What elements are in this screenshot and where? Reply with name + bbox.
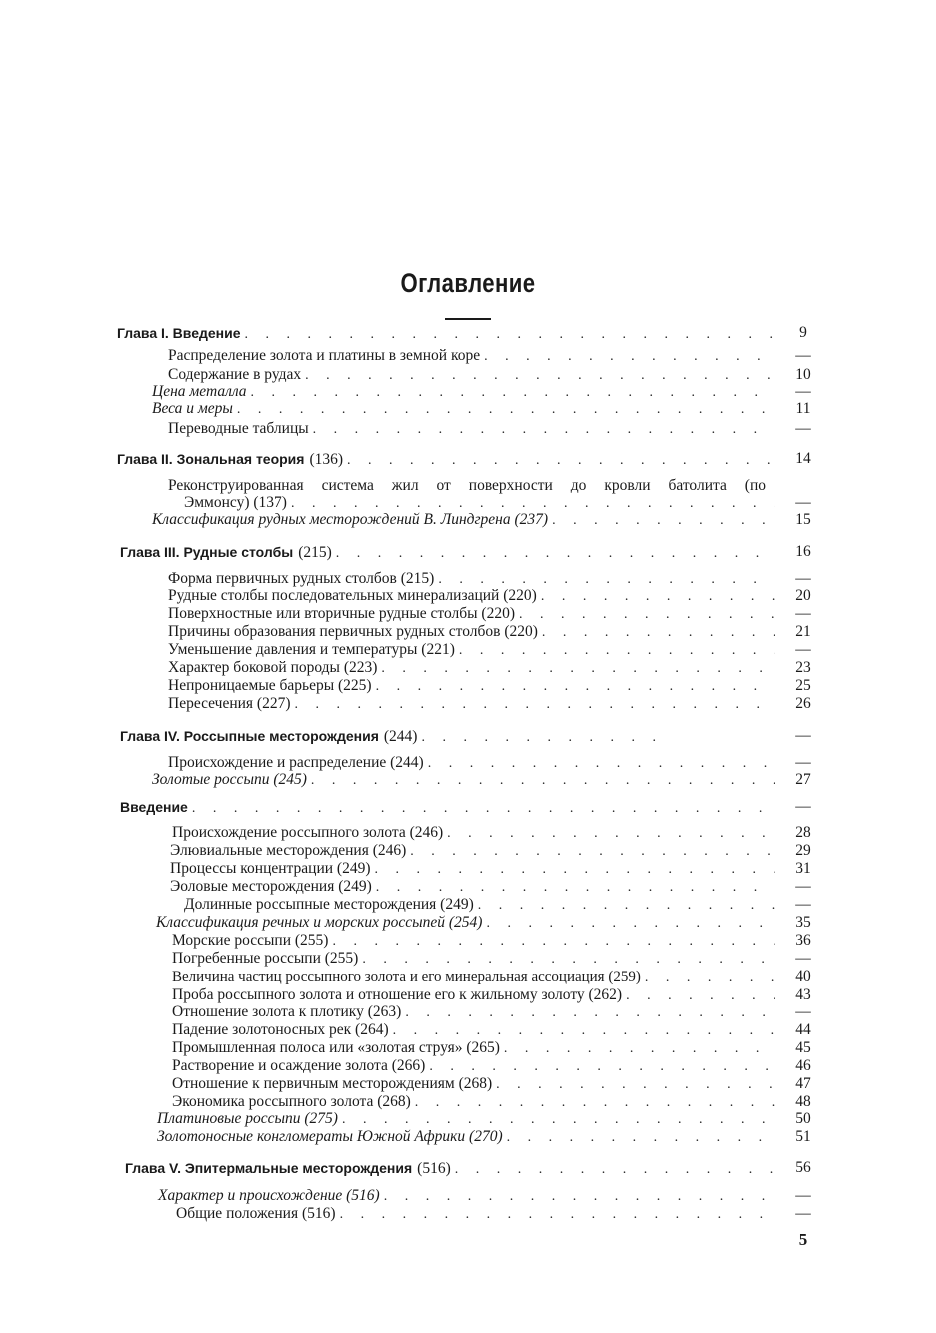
toc-entry-page: 26 — [795, 695, 811, 712]
toc-entry — [170, 860, 779, 878]
toc-entry-chapter-5 — [125, 1159, 779, 1177]
leader-dots — [410, 843, 775, 861]
toc-entry-ref: (136) — [309, 451, 344, 468]
toc-entry-page: 9 — [799, 324, 807, 341]
toc-entry — [172, 950, 779, 968]
toc-entry-page: — — [795, 420, 811, 437]
toc-entry — [168, 659, 779, 677]
toc-entry-label: Классификация рудных месторождений В. Линдгрена (237) — [152, 511, 549, 528]
toc-entry-label: Глава IV. Россыпные месторождения — [120, 728, 379, 744]
toc-entry — [156, 914, 779, 932]
toc-entry — [172, 1093, 779, 1111]
toc-entry-label: Падение золотоносных рек (264) — [172, 1021, 389, 1038]
toc-entry — [168, 587, 779, 605]
toc-entry-label: Золотые россыпи (245) — [152, 771, 307, 788]
toc-entry-label: Уменьшение давления и температуры (221) — [168, 641, 455, 658]
leader-dots — [519, 606, 775, 624]
toc-entry-label: Рудные столбы последовательных минерализаций (220) — [168, 587, 537, 604]
toc-entry-label: Переводные таблицы — [168, 420, 309, 437]
toc-entry-label: Общие положения (516) — [176, 1205, 336, 1222]
leader-dots — [393, 1022, 775, 1040]
leader-dots — [295, 696, 776, 714]
toc-entry-page: 47 — [795, 1075, 811, 1092]
toc-entry — [168, 677, 779, 695]
toc-entry-page: 40 — [795, 968, 811, 985]
toc-entry-label: Происхождение россыпного золота (246) — [172, 824, 444, 841]
toc-entry-section-introduction — [120, 798, 779, 816]
toc-entry — [168, 641, 779, 659]
toc-entry — [157, 1128, 779, 1146]
leader-dots — [313, 421, 775, 439]
leader-dots — [340, 1206, 775, 1224]
toc-entry-page: — — [795, 727, 811, 744]
toc-entry-page: 45 — [795, 1039, 811, 1056]
toc-entry-page: — — [795, 641, 811, 658]
toc-entry-label: Происхождение и распределение (244) — [168, 754, 424, 771]
toc-entry-page: — — [795, 798, 811, 815]
toc-entry-label: Эммонсу) (137) — [184, 494, 287, 511]
toc-entry-page: 14 — [795, 450, 811, 467]
toc-entry-page: 11 — [795, 400, 811, 417]
toc-entry-label: Величина частиц россыпного золота и его минеральная ассоциация (259) — [172, 969, 641, 985]
toc-entry — [168, 695, 779, 713]
toc-entry-label: Эоловые месторождения (249) — [170, 878, 372, 895]
toc-entry-page: 10 — [795, 366, 811, 383]
toc-entry — [172, 1039, 779, 1057]
toc-entry-label: Экономика россыпного золота (268) — [172, 1093, 411, 1110]
toc-entry — [170, 878, 779, 896]
toc-entry-page: — — [795, 383, 811, 400]
leader-dots — [336, 545, 775, 563]
toc-entry-chapter-1 — [117, 324, 779, 342]
leader-dots — [421, 729, 656, 747]
leader-dots — [455, 1161, 775, 1179]
toc-entry-label: Классификация речных и морских россыпей (254) — [156, 914, 483, 931]
toc-entry-page: — — [795, 878, 811, 895]
toc-entry-page: 51 — [795, 1128, 811, 1145]
toc-entry — [176, 1205, 779, 1223]
toc-entry-label: Глава V. Эпитермальные месторождения — [125, 1160, 413, 1176]
leader-dots — [192, 800, 775, 818]
toc-entry-page: 16 — [795, 543, 811, 560]
toc-entry-label: Проба россыпного золота и отношение его к жильному золоту (262) — [172, 986, 623, 1003]
toc-entry-label: Содержание в рудах — [168, 366, 302, 383]
toc-entry-label: Непроницаемые барьеры (225) — [168, 677, 372, 694]
toc-entry-page: 46 — [795, 1057, 811, 1074]
toc-entry-page: 56 — [795, 1159, 811, 1176]
toc-entry-label: Морские россыпи (255) — [172, 932, 329, 949]
toc-entry-page: — — [795, 605, 811, 622]
toc-entry-page: — — [795, 1205, 811, 1222]
leader-dots — [504, 1040, 775, 1058]
toc-entry-label: Золотоносные конгломераты Южной Африки (270) — [157, 1128, 503, 1145]
leader-dots — [405, 1004, 775, 1022]
toc-entry-label: Поверхностные или вторичные рудные столбы (220) — [168, 605, 516, 622]
toc-entry-label: Форма первичных рудных столбов (215) — [168, 570, 435, 587]
toc-entry — [172, 1021, 779, 1039]
toc-entry-chapter-4 — [120, 727, 660, 745]
toc-entry-page: 21 — [795, 623, 811, 640]
toc-entry — [172, 968, 779, 986]
toc-entry-page: 48 — [795, 1093, 811, 1110]
toc-entry — [172, 986, 779, 1004]
toc-entry-page: — — [795, 1003, 811, 1020]
leader-dots — [447, 825, 775, 843]
toc-entry-page: 28 — [795, 824, 811, 841]
toc-entry-label: Долинные россыпные месторождения (249) — [184, 896, 474, 913]
leader-dots — [311, 772, 775, 790]
toc-entry — [168, 570, 779, 588]
toc-entry-page: — — [795, 896, 811, 913]
toc-entry-label: Промышленная полоса или «золотая струя» (265) — [172, 1039, 500, 1056]
title-rule — [445, 318, 491, 320]
toc-entry-label: Глава III. Рудные столбы — [120, 544, 294, 560]
toc-entry — [172, 932, 779, 950]
leader-dots — [245, 326, 775, 344]
toc-entry-page: — — [795, 347, 811, 364]
toc-entry-label: Погребенные россыпи (255) — [172, 950, 359, 967]
leader-dots — [552, 512, 775, 530]
leader-dots — [478, 897, 775, 915]
leader-dots — [459, 642, 775, 660]
toc-entry-page: — — [795, 950, 811, 967]
toc-entry-label: Глава II. Зональная теория — [117, 451, 305, 467]
toc-entry — [168, 420, 779, 438]
toc-entry-label: Характер боковой породы (223) — [168, 659, 378, 676]
toc-entry-page: 35 — [795, 914, 811, 931]
toc-entry — [170, 842, 779, 860]
leader-dots — [429, 1058, 775, 1076]
leader-dots — [484, 348, 775, 366]
toc-entry-label: Причины образования первичных рудных столбов (220) — [168, 623, 538, 640]
toc-entry-page: — — [795, 1187, 811, 1204]
toc-entry — [152, 400, 779, 418]
toc-entry-label: Введение — [120, 799, 188, 815]
leader-dots — [375, 861, 776, 879]
leader-dots — [362, 951, 775, 969]
toc-entry-chapter-2 — [117, 450, 779, 468]
toc-entry-chapter-3 — [120, 543, 779, 561]
page-title: Оглавление — [400, 268, 536, 298]
toc-entry-ref: (215) — [298, 544, 332, 561]
leader-dots — [645, 969, 775, 987]
toc-entry — [184, 494, 779, 512]
toc-entry-label: Характер и происхождение (516) — [158, 1187, 380, 1204]
toc-entry-page: 23 — [795, 659, 811, 676]
toc-entry-label: Отношение золота к плотику (263) — [172, 1003, 402, 1020]
page-number: 5 — [798, 1230, 808, 1249]
toc-entry-page: 43 — [795, 986, 811, 1003]
toc-entry — [168, 605, 779, 623]
toc-entry-page: — — [795, 494, 811, 511]
leader-dots — [332, 933, 775, 951]
toc-entry — [168, 623, 779, 641]
toc-entry-page: — — [795, 754, 811, 771]
toc-entry-label: Пересечения (227) — [168, 695, 291, 712]
toc-entry-page: 20 — [795, 587, 811, 604]
leader-dots — [486, 915, 775, 933]
leader-dots — [542, 624, 775, 642]
leader-dots — [541, 588, 775, 606]
toc-entry — [184, 896, 779, 914]
toc-entry — [152, 511, 779, 529]
toc-entry — [152, 383, 779, 401]
leader-dots — [381, 660, 775, 678]
toc-entry — [172, 824, 779, 842]
toc-entry — [152, 771, 779, 789]
leader-dots — [347, 452, 775, 470]
leader-dots — [507, 1129, 775, 1147]
toc-entry — [168, 754, 779, 772]
toc-entry-page: — — [795, 570, 811, 587]
leader-dots — [237, 401, 775, 419]
leader-dots — [496, 1076, 775, 1094]
leader-dots — [376, 879, 775, 897]
toc-entry-ref: (516) — [417, 1160, 451, 1177]
toc-entry-page: 15 — [795, 511, 811, 528]
toc-entry-line1: Реконструированная система жил от поверхности до кровли батолита (по — [168, 477, 766, 494]
toc-entry-label: Процессы концентрации (249) — [170, 860, 371, 877]
leader-dots — [376, 678, 775, 696]
toc-entry-label: Веса и меры — [152, 400, 233, 417]
toc-entry-label: Цена металла — [152, 383, 247, 400]
toc-entry — [172, 1003, 779, 1021]
toc-entry — [168, 347, 779, 365]
toc-entry — [168, 366, 779, 384]
toc-entry-label: Растворение и осаждение золота (266) — [172, 1057, 426, 1074]
toc-entry-page: 31 — [795, 860, 811, 877]
toc-entry — [172, 1057, 779, 1075]
toc-entry-label: Глава I. Введение — [117, 325, 241, 341]
toc-entry-label: Распределение золота и платины в земной коре — [168, 347, 481, 364]
toc-entry-label: Элювиальные месторождения (246) — [170, 842, 407, 859]
toc-entry-page: 25 — [795, 677, 811, 694]
toc-entry — [158, 1187, 779, 1205]
toc-entry-label: Отношение к первичным месторождениям (268) — [172, 1075, 493, 1092]
toc-entry-page: 50 — [795, 1110, 811, 1127]
toc-entry — [157, 1110, 779, 1128]
toc-entry-page: 27 — [795, 771, 811, 788]
toc-entry-page: 44 — [795, 1021, 811, 1038]
toc-entry — [172, 1075, 779, 1093]
toc-entry-ref: (244) — [383, 728, 418, 745]
toc-entry-page: 29 — [795, 842, 811, 859]
leader-dots — [384, 1188, 775, 1206]
toc-entry-page: 36 — [795, 932, 811, 949]
leader-dots — [342, 1111, 775, 1129]
toc-entry-label: Платиновые россыпи (275) — [157, 1110, 338, 1127]
